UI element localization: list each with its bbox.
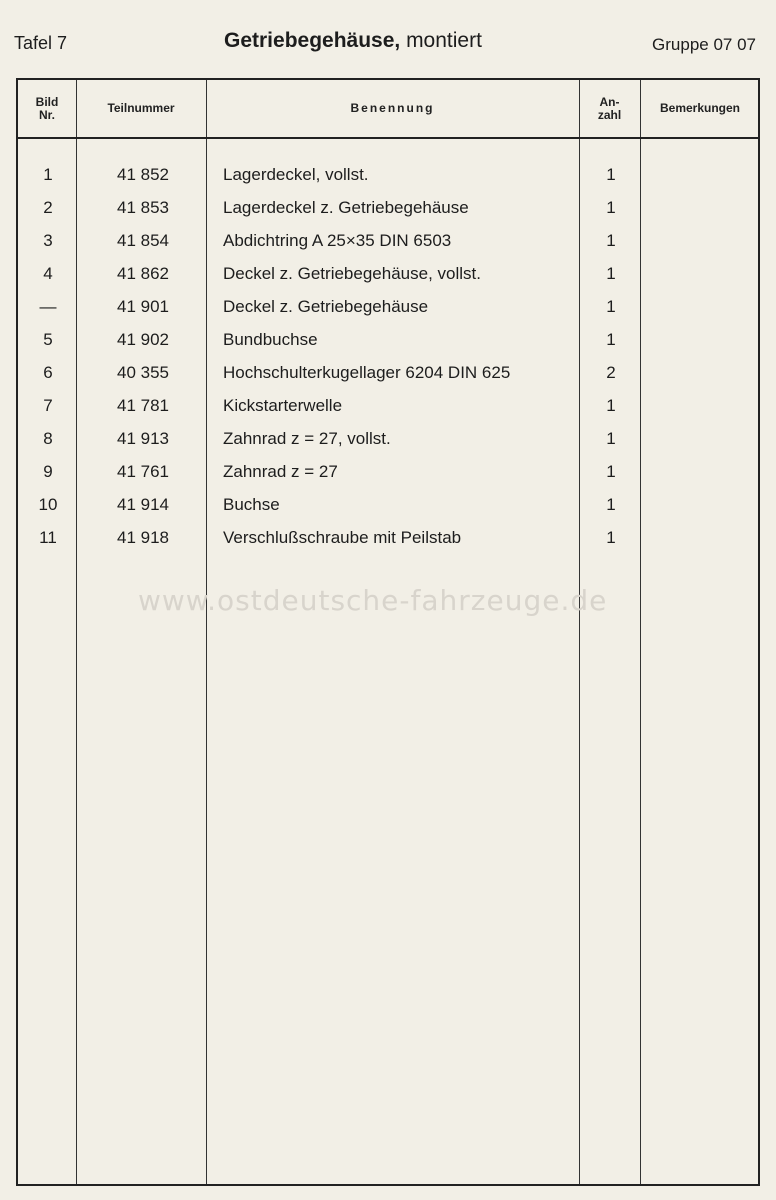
col-header-anzahl xyxy=(579,80,640,137)
cell-anzahl: 1 xyxy=(606,528,616,547)
table-row xyxy=(18,260,758,293)
cell-teilnummer: 40 355 xyxy=(117,363,169,382)
group-number: Gruppe 07 07 xyxy=(652,35,756,54)
cell-bild: 5 xyxy=(43,330,53,349)
cell-benennung: Lagerdeckel z. Getriebegehäuse xyxy=(223,198,469,217)
cell-bild: 8 xyxy=(43,429,53,448)
cell-anzahl: 2 xyxy=(606,363,616,382)
cell-benennung: Deckel z. Getriebegehäuse xyxy=(223,297,429,316)
page-title xyxy=(224,29,482,53)
cell-teilnummer: 41 852 xyxy=(117,165,169,184)
cell-bild: 9 xyxy=(43,462,53,481)
cell-teilnummer: 41 901 xyxy=(117,297,169,316)
cell-bild: 6 xyxy=(43,363,53,382)
col-header-bild xyxy=(18,80,76,137)
cell-bild: 11 xyxy=(39,528,57,547)
cell-benennung: Zahnrad z = 27 xyxy=(223,462,338,481)
cell-teilnummer: 41 854 xyxy=(117,231,169,250)
cell-anzahl: 1 xyxy=(606,264,616,283)
table-row xyxy=(18,359,758,392)
table-row xyxy=(18,392,758,425)
cell-anzahl: 1 xyxy=(606,462,616,481)
cell-benennung: Bundbuchse xyxy=(223,330,318,349)
cell-teilnummer: 41 913 xyxy=(117,429,169,448)
cell-anzahl: 1 xyxy=(606,165,616,184)
cell-anzahl: 1 xyxy=(606,330,616,349)
watermark: www.ostdeutsche-fahrzeuge.de xyxy=(138,584,608,617)
cell-benennung: Deckel z. Getriebegehäuse, vollst. xyxy=(223,264,481,283)
cell-anzahl: 1 xyxy=(606,429,616,448)
cell-anzahl: 1 xyxy=(606,198,616,217)
cell-teilnummer: 41 781 xyxy=(117,396,169,415)
page-title-bold: Getriebegehäuse, xyxy=(224,29,401,52)
cell-bild: 10 xyxy=(38,495,58,514)
cell-bild: 7 xyxy=(43,396,53,415)
cell-bild: 1 xyxy=(43,165,53,184)
table-row xyxy=(18,227,758,260)
col-header-anzahl-line2: zahl xyxy=(597,107,622,122)
cell-bild: 3 xyxy=(43,231,53,250)
col-header-teilnummer: Teilnummer xyxy=(107,101,175,115)
cell-benennung: Lagerdeckel, vollst. xyxy=(223,165,369,184)
cell-anzahl: 1 xyxy=(606,495,616,514)
cell-benennung: Hochschulterkugellager 6204 DIN 625 xyxy=(223,363,511,382)
cell-teilnummer: 41 862 xyxy=(117,264,169,283)
cell-teilnummer: 41 902 xyxy=(117,330,169,349)
cell-benennung: Zahnrad z = 27, vollst. xyxy=(223,429,391,448)
cell-teilnummer: 41 918 xyxy=(117,528,169,547)
col-header-bild-line2: Nr. xyxy=(38,107,55,122)
cell-benennung: Verschlußschraube mit Peilstab xyxy=(223,528,462,547)
cell-bild: — xyxy=(39,297,57,316)
table-row xyxy=(18,161,758,194)
page-title-rest: montiert xyxy=(400,29,482,52)
plate-number: Tafel 7 xyxy=(14,33,68,53)
cell-benennung: Buchse xyxy=(223,495,280,514)
cell-teilnummer: 41 914 xyxy=(117,495,169,514)
cell-bild: 4 xyxy=(43,264,53,283)
cell-anzahl: 1 xyxy=(606,396,616,415)
table-row xyxy=(18,194,758,227)
cell-benennung: Abdichtring A 25×35 DIN 6503 xyxy=(223,231,452,250)
table-row xyxy=(18,458,758,491)
table-row xyxy=(18,425,758,458)
col-header-benennung: Benennung xyxy=(350,101,435,115)
cell-anzahl: 1 xyxy=(606,231,616,250)
col-header-bild-line1: Bild xyxy=(35,94,59,109)
parts-table xyxy=(16,78,760,1186)
cell-benennung: Kickstarterwelle xyxy=(223,396,343,415)
cell-anzahl: 1 xyxy=(606,297,616,316)
cell-teilnummer: 41 761 xyxy=(117,462,169,481)
col-header-bemerkungen: Bemerkungen xyxy=(659,101,741,115)
table-row xyxy=(18,524,758,557)
cell-teilnummer: 41 853 xyxy=(117,198,169,217)
col-header-anzahl-line1: An- xyxy=(599,94,620,109)
table-row xyxy=(18,293,758,326)
header-rule xyxy=(18,137,758,139)
table-row xyxy=(18,326,758,359)
cell-bild: 2 xyxy=(43,198,53,217)
table-row xyxy=(18,491,758,524)
